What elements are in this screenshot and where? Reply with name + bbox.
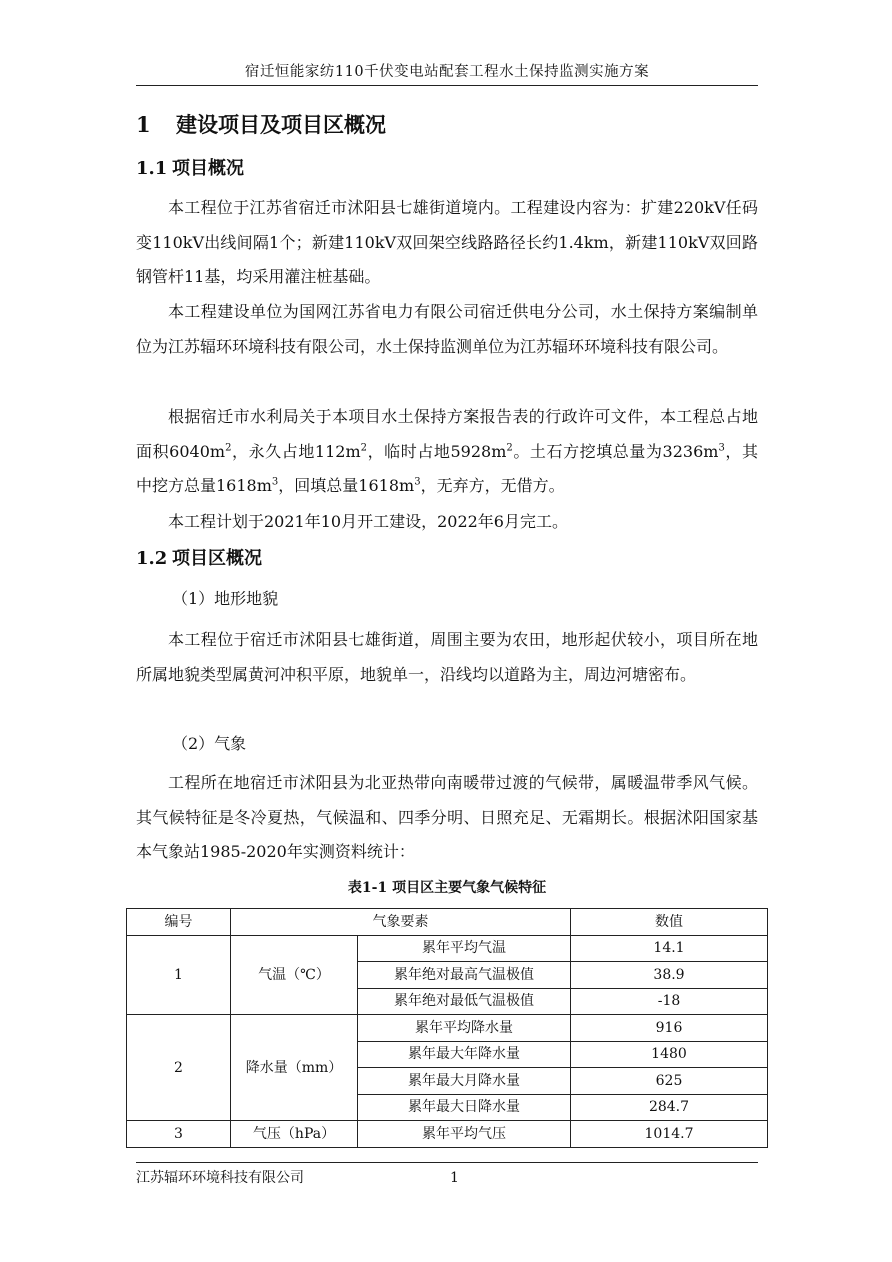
section-number: 1.1 — [136, 158, 168, 179]
table-cell: 916 — [571, 1015, 768, 1042]
paragraph-land-occupation: 根据宿迁市水利局关于本项目水土保持方案报告表的行政许可文件，本工程总占地面积$6040m^2$，永久占地$112m^2$，临时占地$5928m^2$。土石方挖填总量为$3236m^3$，其中挖方总量$1618m^3$，回填总量$1618m^3$，无弃方，无借方。 — [136, 407, 758, 495]
climate-table — [126, 908, 768, 1148]
table-cell: 2 — [127, 1015, 231, 1121]
table-cell: 625 — [571, 1068, 768, 1095]
table-cell: 14.1 — [571, 935, 768, 962]
table-header-row — [127, 909, 768, 936]
table-header-cell: 数值 — [571, 909, 768, 936]
table-header-cell: 气象要素 — [231, 909, 571, 936]
paragraph-project-location: 本工程位于江苏省宿迁市沭阳县七雄街道境内。工程建设内容为：扩建220kV任码变110kV出线间隔1个；新建110kV双回架空线路路径长约1.4km，新建110kV双回路钢管杆11基，均采用灌注桩基础。 — [136, 198, 758, 286]
table-cell: 累年最大月降水量 — [358, 1068, 571, 1095]
table-cell: 3 — [127, 1121, 231, 1148]
table-row — [127, 1015, 768, 1042]
table-cell: -18 — [571, 988, 768, 1015]
chapter-number: 1 — [136, 112, 151, 137]
table-cell: 累年平均降水量 — [358, 1015, 571, 1042]
table-header-cell: 编号 — [127, 909, 231, 936]
section-heading-1-1 — [136, 156, 244, 182]
table-cell: 气压（hPa） — [231, 1121, 358, 1148]
paragraph-project-units: 本工程建设单位为国网江苏省电力有限公司宿迁供电分公司，水土保持方案编制单位为江苏辐环环境科技有限公司，水土保持监测单位为江苏辐环环境科技有限公司。 — [136, 302, 758, 356]
table-row — [127, 935, 768, 962]
paragraph-meteorology: 工程所在地宿迁市沭阳县为北亚热带向南暖带过渡的气候带，属暖温带季风气候。其气候特征是冬冷夏热，气候温和、四季分明、日照充足、无霜期长。根据沭阳国家基本气象站1985-2020年实测资料统计： — [136, 773, 758, 861]
table-cell: 累年平均气温 — [358, 935, 571, 962]
table-row — [127, 1121, 768, 1148]
table-cell: 1 — [127, 935, 231, 1015]
table-cell: 1014.7 — [571, 1121, 768, 1148]
table-cell: 累年最大年降水量 — [358, 1041, 571, 1068]
table-cell: 284.7 — [571, 1094, 768, 1121]
section-number: 1.2 — [136, 548, 168, 569]
footer-company: 江苏辐环环境科技有限公司 — [136, 1170, 304, 1186]
table-cell: 累年最大日降水量 — [358, 1094, 571, 1121]
paragraph-terrain: 本工程位于宿迁市沭阳县七雄街道，周围主要为农田，地形起伏较小，项目所在地所属地貌类型属黄河冲积平原，地貌单一，沿线均以道路为主，周边河塘密布。 — [136, 630, 758, 684]
section-heading-1-2 — [136, 546, 262, 572]
table-cell: 38.9 — [571, 962, 768, 989]
table-caption: 表1-1 项目区主要气象气候特征 — [347, 880, 547, 896]
page-footer — [136, 1162, 758, 1186]
page-number: 1 — [450, 1170, 459, 1186]
subheading-terrain: （1）地形地貌 — [172, 589, 279, 608]
section-title: 项目概况 — [172, 158, 244, 179]
paragraph-schedule: 本工程计划于2021年10月开工建设，2022年6月完工。 — [168, 512, 568, 531]
page-header: 宿迁恒能家纺110千伏变电站配套工程水土保持监测实施方案 — [136, 62, 758, 86]
table-cell: 气温（℃） — [231, 935, 358, 1015]
table-cell: 累年平均气压 — [358, 1121, 571, 1148]
table-cell: 1480 — [571, 1041, 768, 1068]
subheading-meteorology: （2）气象 — [172, 734, 247, 753]
section-title: 项目区概况 — [172, 548, 262, 569]
table-cell: 降水量（mm） — [231, 1015, 358, 1121]
chapter-title: 建设项目及项目区概况 — [176, 112, 386, 137]
chapter-heading — [136, 110, 386, 140]
table-cell: 累年绝对最低气温极值 — [358, 988, 571, 1015]
table-cell: 累年绝对最高气温极值 — [358, 962, 571, 989]
